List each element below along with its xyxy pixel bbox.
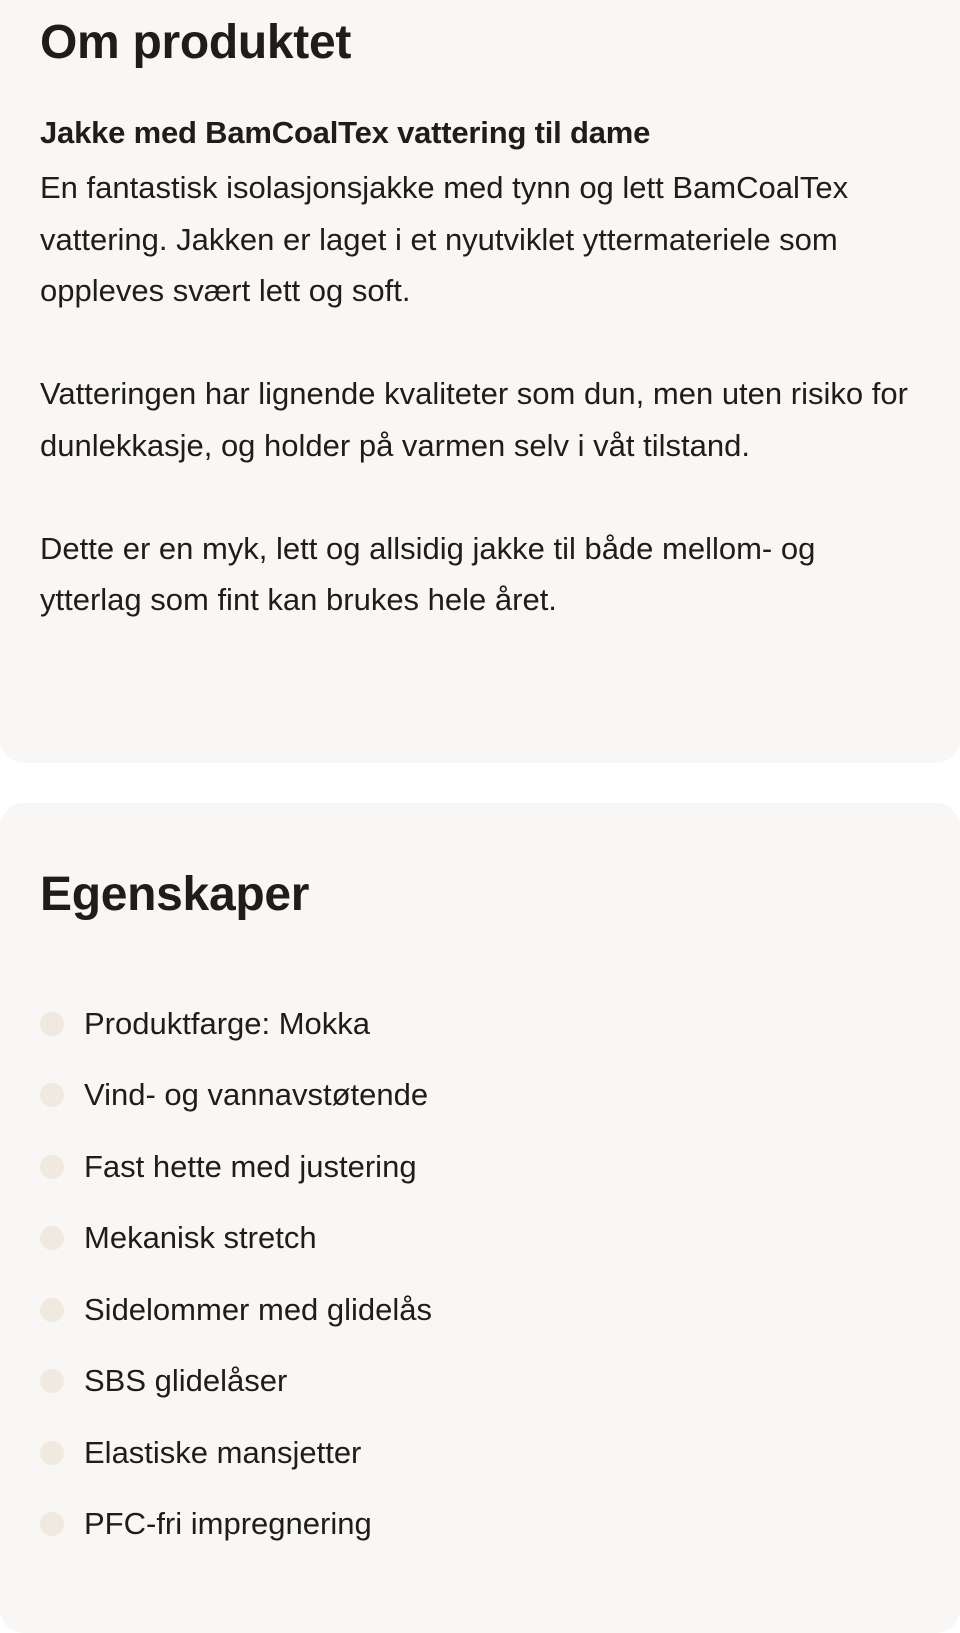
bullet-icon bbox=[40, 1226, 64, 1250]
features-title: Egenskaper bbox=[40, 868, 310, 921]
bullet-icon bbox=[40, 1012, 64, 1036]
list-item bbox=[40, 1346, 432, 1418]
bullet-icon bbox=[40, 1155, 64, 1179]
list-item bbox=[40, 1274, 432, 1346]
feature-label: SBS glidelåser bbox=[84, 1363, 288, 1399]
list-item bbox=[40, 1417, 432, 1489]
bullet-icon bbox=[40, 1441, 64, 1465]
list-item bbox=[40, 1203, 432, 1275]
feature-label: Mekanisk stretch bbox=[84, 1220, 317, 1256]
description-paragraph: Dette er en myk, lett og allsidig jakke til både mellom- og ytterlag som fint kan brukes hele året. bbox=[40, 530, 816, 617]
list-item bbox=[40, 1060, 432, 1132]
feature-label: Vind- og vannavstøtende bbox=[84, 1077, 429, 1113]
bullet-icon bbox=[40, 1298, 64, 1322]
list-item bbox=[40, 1131, 432, 1203]
bullet-icon bbox=[40, 1083, 64, 1107]
description-paragraph: Vatteringen har lignende kvaliteter som dun, men uten risiko for dunlekkasje, og holder på varmen selv i våt tilstand. bbox=[40, 376, 908, 463]
feature-label: PFC-fri impregnering bbox=[84, 1506, 372, 1542]
feature-label: Elastiske mansjetter bbox=[84, 1434, 362, 1470]
features-section bbox=[0, 803, 960, 1633]
about-product-section bbox=[0, 0, 960, 763]
list-item bbox=[40, 1489, 432, 1561]
about-product-subtitle: Jakke med BamCoalTex vattering til dame bbox=[40, 115, 651, 150]
feature-label: Fast hette med justering bbox=[84, 1148, 417, 1184]
about-product-title: Om produktet bbox=[40, 16, 352, 69]
description-paragraph: En fantastisk isolasjonsjakke med tynn og lett BamCoalTex vattering. Jakken er laget i et nyutviklet yttermateriele som oppleves svært lett og soft. bbox=[40, 170, 849, 308]
feature-label: Sidelommer med glidelås bbox=[84, 1291, 433, 1327]
feature-list bbox=[40, 988, 432, 1560]
feature-label: Produktfarge: Mokka bbox=[84, 1005, 371, 1041]
list-item bbox=[40, 988, 432, 1060]
about-product-description bbox=[40, 162, 920, 626]
bullet-icon bbox=[40, 1369, 64, 1393]
bullet-icon bbox=[40, 1512, 64, 1536]
